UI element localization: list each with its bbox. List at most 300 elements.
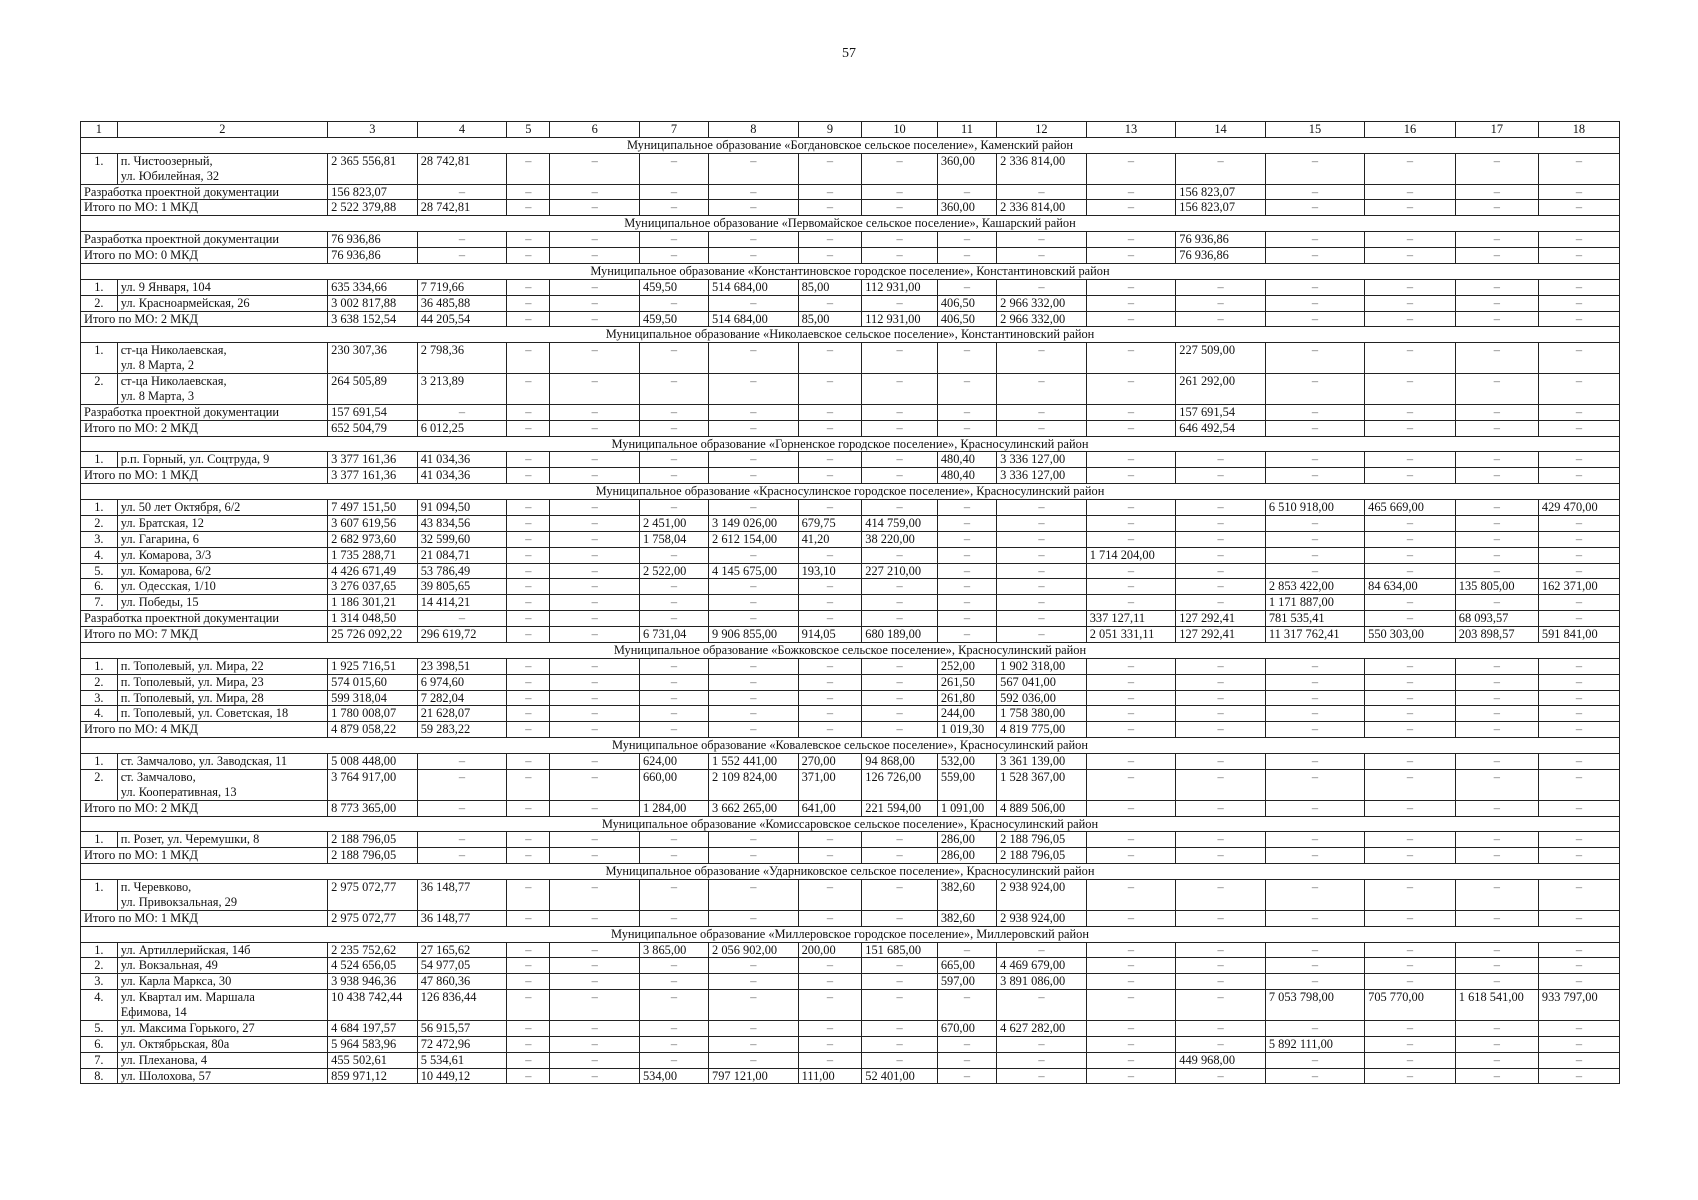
table-cell: 3 764 917,00 (328, 769, 418, 800)
row-label: Итого по МО: 7 МКД (81, 627, 328, 643)
table-cell: – (550, 374, 640, 405)
table-cell: – (1176, 848, 1266, 864)
table-cell: – (798, 343, 862, 374)
table-cell: – (1538, 706, 1619, 722)
address: п. Тополевый, ул. Мира, 22 (117, 658, 327, 674)
table-cell: – (1086, 184, 1176, 200)
table-cell: – (1365, 595, 1456, 611)
table-cell: – (1365, 658, 1456, 674)
row-number: 3. (81, 974, 118, 990)
table-cell: – (1265, 880, 1364, 911)
table-cell: – (1455, 200, 1538, 216)
table-cell: – (997, 595, 1087, 611)
table-cell: – (1086, 1052, 1176, 1068)
table-cell: 337 127,11 (1086, 611, 1176, 627)
table-cell: – (1176, 769, 1266, 800)
table-cell: – (550, 200, 640, 216)
table-cell: 53 786,49 (417, 563, 507, 579)
row-number: 2. (81, 769, 118, 800)
table-cell: – (1265, 420, 1364, 436)
table-cell: – (937, 990, 996, 1021)
table-cell: – (1086, 706, 1176, 722)
table-cell: – (798, 404, 862, 420)
column-number: 2 (117, 122, 327, 138)
table-cell: – (1176, 500, 1266, 516)
table-cell: – (507, 706, 550, 722)
address: ул. Комарова, 6/2 (117, 563, 327, 579)
table-cell: – (550, 942, 640, 958)
table-cell: 1 171 887,00 (1265, 595, 1364, 611)
table-cell: – (937, 248, 996, 264)
address: ул. Плеханова, 4 (117, 1052, 327, 1068)
table-cell: – (639, 248, 708, 264)
address: ул. Братская, 12 (117, 515, 327, 531)
table-cell: 7 282,04 (417, 690, 507, 706)
table-cell: – (1086, 1020, 1176, 1036)
table-cell: – (709, 420, 799, 436)
table-cell: – (862, 468, 938, 484)
table-cell: 371,00 (798, 769, 862, 800)
table-cell: – (550, 910, 640, 926)
table-cell: – (1265, 674, 1364, 690)
financial-table (80, 121, 1620, 1084)
section-heading-row (81, 436, 1620, 452)
table-cell: 550 303,00 (1365, 627, 1456, 643)
summary-row (81, 800, 1620, 816)
table-cell: – (997, 248, 1087, 264)
table-cell: – (1086, 279, 1176, 295)
table-cell: – (507, 754, 550, 770)
table-cell: – (798, 990, 862, 1021)
table-cell: – (862, 295, 938, 311)
table-cell: – (1365, 531, 1456, 547)
table-cell: 36 148,77 (417, 880, 507, 911)
table-cell: 135 805,00 (1455, 579, 1538, 595)
table-row (81, 563, 1620, 579)
table-cell: – (1265, 832, 1364, 848)
table-cell: – (507, 958, 550, 974)
table-cell: – (1455, 404, 1538, 420)
table-cell: 797 121,00 (709, 1068, 799, 1084)
table-cell: – (639, 153, 708, 184)
table-cell: – (507, 563, 550, 579)
table-cell: 2 188 796,05 (997, 848, 1087, 864)
table-cell: 624,00 (639, 754, 708, 770)
table-cell: – (1455, 468, 1538, 484)
table-cell: 264 505,89 (328, 374, 418, 405)
table-cell: 1 758 380,00 (997, 706, 1087, 722)
table-cell: – (709, 690, 799, 706)
table-cell: 9 906 855,00 (709, 627, 799, 643)
table-cell: 156 823,07 (328, 184, 418, 200)
table-cell: – (550, 295, 640, 311)
table-cell: – (1086, 658, 1176, 674)
table-cell: – (507, 374, 550, 405)
table-cell: – (1365, 153, 1456, 184)
section-heading: Муниципальное образование «Горненское городское поселение», Красносулинский район (81, 436, 1620, 452)
table-cell: – (1086, 232, 1176, 248)
table-cell: – (1265, 1020, 1364, 1036)
table-cell: – (1455, 832, 1538, 848)
table-cell: – (507, 658, 550, 674)
table-cell: – (1538, 958, 1619, 974)
table-cell: – (709, 153, 799, 184)
table-cell: – (639, 184, 708, 200)
table-cell: – (550, 722, 640, 738)
table-cell: – (709, 200, 799, 216)
table-cell: – (507, 232, 550, 248)
table-cell: – (709, 374, 799, 405)
table-cell: 7 719,66 (417, 279, 507, 295)
table-cell: 5 892 111,00 (1265, 1036, 1364, 1052)
table-cell: – (798, 200, 862, 216)
table-cell: 3 377 161,36 (328, 452, 418, 468)
table-cell: – (1086, 690, 1176, 706)
table-cell: 38 220,00 (862, 531, 938, 547)
table-cell: – (1455, 184, 1538, 200)
table-cell: – (862, 248, 938, 264)
table-cell: – (1538, 184, 1619, 200)
table-cell: – (639, 295, 708, 311)
row-label: Итого по МО: 2 МКД (81, 311, 328, 327)
column-number: 16 (1365, 122, 1456, 138)
table-cell: – (1365, 1068, 1456, 1084)
table-cell: – (798, 1052, 862, 1068)
table-cell: 559,00 (937, 769, 996, 800)
column-number: 15 (1265, 122, 1364, 138)
table-cell: – (507, 674, 550, 690)
table-cell: – (709, 880, 799, 911)
table-cell: – (1265, 706, 1364, 722)
table-cell: – (997, 1068, 1087, 1084)
table-cell: – (1265, 547, 1364, 563)
table-cell: – (1086, 910, 1176, 926)
section-heading-row (81, 816, 1620, 832)
table-cell: – (1086, 343, 1176, 374)
address: ул. Шолохова, 57 (117, 1068, 327, 1084)
table-cell: – (1538, 153, 1619, 184)
table-cell: 156 823,07 (1176, 200, 1266, 216)
table-cell: – (1176, 452, 1266, 468)
table-cell: – (1176, 880, 1266, 911)
table-cell: – (709, 722, 799, 738)
table-cell: – (550, 674, 640, 690)
table-cell: – (507, 1052, 550, 1068)
table-cell: 8 773 365,00 (328, 800, 418, 816)
table-cell: – (1455, 1068, 1538, 1084)
table-cell: – (507, 531, 550, 547)
table-cell: – (1176, 595, 1266, 611)
table-cell: – (1265, 769, 1364, 800)
table-cell: – (709, 547, 799, 563)
section-heading: Муниципальное образование «Миллеровское городское поселение», Миллеровский район (81, 926, 1620, 942)
table-cell: 41 034,36 (417, 452, 507, 468)
table-cell: – (550, 706, 640, 722)
row-number: 5. (81, 1020, 118, 1036)
table-cell: – (550, 311, 640, 327)
table-cell: 705 770,00 (1365, 990, 1456, 1021)
table-cell: 2 109 824,00 (709, 769, 799, 800)
table-cell: 1 735 288,71 (328, 547, 418, 563)
table-cell: – (1265, 200, 1364, 216)
address: ул. Красноармейская, 26 (117, 295, 327, 311)
table-cell: – (1538, 279, 1619, 295)
table-cell: – (550, 420, 640, 436)
table-cell: 76 936,86 (1176, 248, 1266, 264)
table-cell: – (1086, 200, 1176, 216)
table-cell: – (639, 343, 708, 374)
table-cell: – (798, 452, 862, 468)
summary-row (81, 848, 1620, 864)
table-cell: – (1538, 404, 1619, 420)
table-cell: – (1455, 754, 1538, 770)
summary-row (81, 184, 1620, 200)
table-cell: – (507, 942, 550, 958)
table-cell: 162 371,00 (1538, 579, 1619, 595)
table-cell: – (1265, 452, 1364, 468)
table-cell: – (1538, 531, 1619, 547)
table-cell: 414 759,00 (862, 515, 938, 531)
table-cell: – (1365, 974, 1456, 990)
table-cell: – (709, 232, 799, 248)
table-cell: 230 307,36 (328, 343, 418, 374)
table-cell: – (937, 531, 996, 547)
table-cell: 10 438 742,44 (328, 990, 418, 1021)
table-cell: – (1176, 674, 1266, 690)
table-cell: – (550, 800, 640, 816)
table-cell: 1 618 541,00 (1455, 990, 1538, 1021)
table-cell: – (709, 1020, 799, 1036)
table-cell: 514 684,00 (709, 279, 799, 295)
table-row (81, 990, 1620, 1021)
table-cell: 567 041,00 (997, 674, 1087, 690)
table-cell: – (1176, 754, 1266, 770)
table-cell: – (1365, 880, 1456, 911)
table-row (81, 1036, 1620, 1052)
table-cell: – (1365, 404, 1456, 420)
row-number: 1. (81, 153, 118, 184)
table-cell: – (1086, 754, 1176, 770)
table-cell: 203 898,57 (1455, 627, 1538, 643)
table-cell: – (507, 611, 550, 627)
table-cell: 252,00 (937, 658, 996, 674)
table-cell: – (639, 611, 708, 627)
table-row (81, 579, 1620, 595)
table-cell: – (709, 658, 799, 674)
table-cell: 670,00 (937, 1020, 996, 1036)
table-cell: – (862, 153, 938, 184)
table-cell: – (1365, 279, 1456, 295)
table-cell: 221 594,00 (862, 800, 938, 816)
table-cell: – (709, 343, 799, 374)
table-cell: – (550, 1020, 640, 1036)
table-cell: – (507, 974, 550, 990)
table-cell: – (798, 1020, 862, 1036)
table-cell: 1 780 008,07 (328, 706, 418, 722)
table-cell: – (1086, 595, 1176, 611)
table-cell: 360,00 (937, 200, 996, 216)
table-cell: 534,00 (639, 1068, 708, 1084)
table-cell: – (550, 1068, 640, 1084)
table-cell: – (1365, 248, 1456, 264)
table-cell: 6 510 918,00 (1265, 500, 1364, 516)
table-cell: 360,00 (937, 153, 996, 184)
table-cell: – (1365, 468, 1456, 484)
address: п. Черевково, ул. Привокзальная, 29 (117, 880, 327, 911)
table-cell: 3 336 127,00 (997, 452, 1087, 468)
table-cell: – (997, 1052, 1087, 1068)
table-cell: – (550, 627, 640, 643)
table-cell: – (1455, 248, 1538, 264)
table-cell: – (550, 468, 640, 484)
table-cell: – (639, 722, 708, 738)
table-cell: – (1538, 832, 1619, 848)
table-cell: – (550, 658, 640, 674)
table-cell: 23 398,51 (417, 658, 507, 674)
table-cell: 3 938 946,36 (328, 974, 418, 990)
table-cell: – (1455, 658, 1538, 674)
table-cell: 151 685,00 (862, 942, 938, 958)
table-cell: – (507, 595, 550, 611)
table-cell: 455 502,61 (328, 1052, 418, 1068)
table-cell: – (1455, 880, 1538, 911)
table-cell: – (639, 706, 708, 722)
table-cell: – (798, 690, 862, 706)
row-number: 1. (81, 500, 118, 516)
table-cell: – (639, 832, 708, 848)
table-cell: – (1265, 754, 1364, 770)
address: ст-ца Николаевская, ул. 8 Марта, 2 (117, 343, 327, 374)
table-cell: – (997, 990, 1087, 1021)
row-number: 1. (81, 658, 118, 674)
table-cell: – (550, 769, 640, 800)
table-cell: – (639, 547, 708, 563)
table-cell: 4 684 197,57 (328, 1020, 418, 1036)
table-cell: – (1086, 800, 1176, 816)
table-cell: 3 336 127,00 (997, 468, 1087, 484)
table-cell: – (1265, 658, 1364, 674)
table-cell: – (507, 547, 550, 563)
table-cell: 429 470,00 (1538, 500, 1619, 516)
section-heading-row (81, 484, 1620, 500)
table-cell: 2 188 796,05 (328, 832, 418, 848)
table-cell: – (1265, 800, 1364, 816)
summary-row (81, 420, 1620, 436)
table-cell: 28 742,81 (417, 200, 507, 216)
table-cell: – (862, 404, 938, 420)
section-heading: Муниципальное образование «Красносулинское городское поселение», Красносулинский район (81, 484, 1620, 500)
column-number: 13 (1086, 122, 1176, 138)
table-cell: – (1365, 343, 1456, 374)
table-cell: 480,40 (937, 452, 996, 468)
table-cell: 36 148,77 (417, 910, 507, 926)
table-cell: – (1365, 832, 1456, 848)
table-cell: – (997, 547, 1087, 563)
table-cell: – (1265, 184, 1364, 200)
table-cell: – (1265, 153, 1364, 184)
row-number: 2. (81, 674, 118, 690)
table-cell: – (507, 990, 550, 1021)
table-cell: – (937, 374, 996, 405)
table-cell: 2 938 924,00 (997, 880, 1087, 911)
table-cell: – (507, 248, 550, 264)
table-cell: – (1365, 958, 1456, 974)
table-cell: 76 936,86 (328, 248, 418, 264)
table-cell: – (937, 1068, 996, 1084)
table-cell: – (1455, 595, 1538, 611)
table-cell: – (1176, 563, 1266, 579)
table-cell: 781 535,41 (1265, 611, 1364, 627)
row-number: 2. (81, 374, 118, 405)
table-cell: – (937, 1036, 996, 1052)
table-cell: – (1365, 200, 1456, 216)
table-cell: – (937, 515, 996, 531)
table-cell: – (1538, 563, 1619, 579)
table-row (81, 531, 1620, 547)
table-cell: – (639, 595, 708, 611)
table-cell: 2 188 796,05 (997, 832, 1087, 848)
address: ул. Максима Горького, 27 (117, 1020, 327, 1036)
summary-row (81, 910, 1620, 926)
table-cell: – (937, 420, 996, 436)
table-cell: – (798, 232, 862, 248)
table-cell: – (997, 579, 1087, 595)
table-cell: 1 314 048,50 (328, 611, 418, 627)
table-cell: – (507, 910, 550, 926)
table-cell: – (1455, 547, 1538, 563)
table-cell: – (639, 958, 708, 974)
table-cell: – (798, 611, 862, 627)
column-number: 9 (798, 122, 862, 138)
table-cell: – (1538, 910, 1619, 926)
table-cell: 382,60 (937, 880, 996, 911)
column-number: 8 (709, 122, 799, 138)
table-cell: – (1086, 515, 1176, 531)
table-cell: – (798, 958, 862, 974)
section-heading: Муниципальное образование «Ковалевское сельское поселение», Красносулинский район (81, 738, 1620, 754)
table-cell: – (1086, 769, 1176, 800)
section-heading-row (81, 738, 1620, 754)
row-number: 1. (81, 832, 118, 848)
table-cell: – (937, 184, 996, 200)
table-cell: – (1365, 1052, 1456, 1068)
row-number: 4. (81, 547, 118, 563)
table-cell: – (1265, 848, 1364, 864)
table-cell: 111,00 (798, 1068, 862, 1084)
row-number: 3. (81, 690, 118, 706)
table-cell: – (507, 404, 550, 420)
row-label: Итого по МО: 1 МКД (81, 910, 328, 926)
table-cell: – (1176, 1068, 1266, 1084)
table-cell: 2 188 796,05 (328, 848, 418, 864)
section-heading: Муниципальное образование «Богдановское сельское поселение», Каменский район (81, 137, 1620, 153)
table-cell: 5 534,61 (417, 1052, 507, 1068)
table-cell: – (1086, 248, 1176, 264)
table-cell: – (550, 500, 640, 516)
table-cell: – (862, 722, 938, 738)
table-cell: – (1538, 722, 1619, 738)
table-cell: – (1538, 547, 1619, 563)
summary-row (81, 611, 1620, 627)
row-label: Итого по МО: 0 МКД (81, 248, 328, 264)
table-cell: – (862, 500, 938, 516)
table-cell: – (1365, 295, 1456, 311)
table-cell: – (639, 1052, 708, 1068)
table-cell: 25 726 092,22 (328, 627, 418, 643)
table-cell: – (1538, 200, 1619, 216)
table-cell: – (862, 674, 938, 690)
address: ул. 9 Января, 104 (117, 279, 327, 295)
